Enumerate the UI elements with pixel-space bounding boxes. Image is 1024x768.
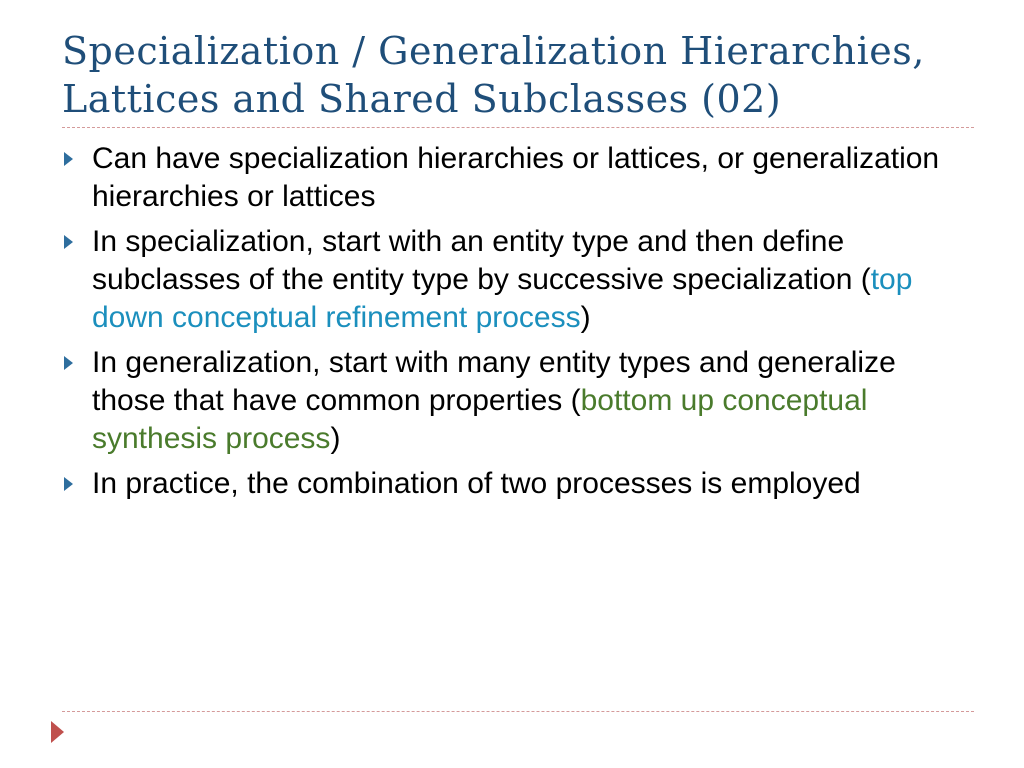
bullet-item [62, 344, 962, 458]
bullet-text-close: ) [580, 301, 591, 334]
bullet-item [62, 223, 962, 337]
bullet-item [62, 140, 962, 216]
bullet-text: Can have specialization hierarchies or lattices, or generalization hierarchies or lattices [92, 142, 940, 213]
bullet-list [62, 140, 962, 510]
highlight-top-down: top down conceptual refinement process [92, 263, 913, 334]
bullet-item [62, 465, 962, 503]
bullet-triangle-icon [64, 152, 73, 166]
bullet-triangle-icon [64, 477, 73, 491]
bullet-text-close: ) [330, 422, 341, 455]
footer-divider [62, 711, 974, 712]
bullet-text: In practice, the combination of two processes is employed [92, 467, 861, 500]
bullet-text: In generalization, start with many entity types and generalize those that have common properties ( [92, 346, 896, 417]
slide-title [62, 27, 1012, 123]
title-divider [62, 127, 974, 128]
highlight-bottom-up: bottom up conceptual synthesis process [92, 384, 868, 455]
footer-triangle-icon [51, 721, 64, 743]
bullet-triangle-icon [64, 235, 73, 249]
slide-title-line-1: Specialization / Generalization Hierarchies, [62, 29, 925, 73]
slide-title-line-2: Lattices and Shared Subclasses (02) [62, 77, 782, 121]
bullet-text: In specialization, start with an entity type and then define subclasses of the entity type by successive specialization ( [92, 225, 871, 296]
bullet-triangle-icon [64, 356, 73, 370]
